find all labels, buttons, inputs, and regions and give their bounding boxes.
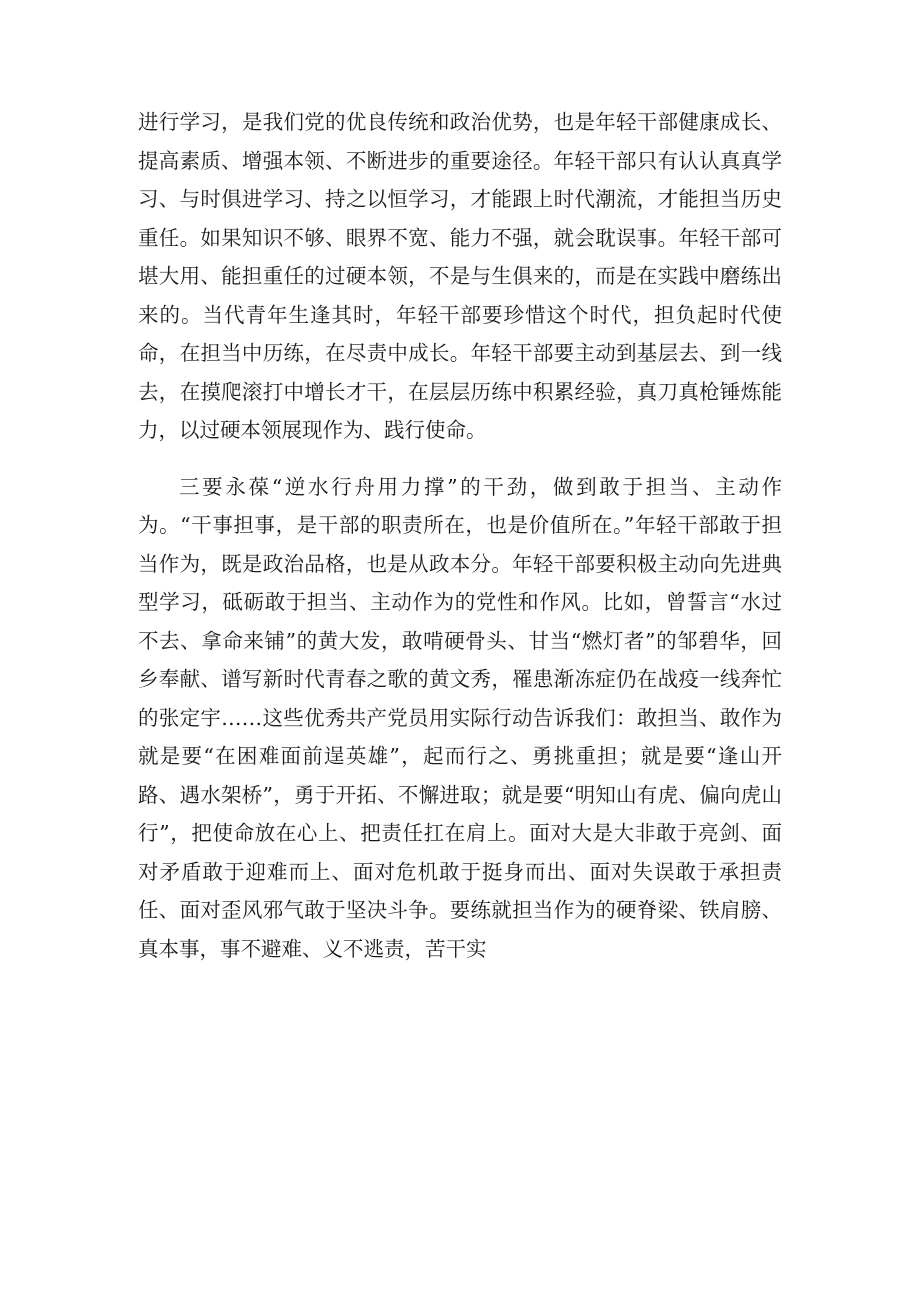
document-body bbox=[138, 103, 782, 968]
paragraph-continued-study: 进行学习，是我们党的优良传统和政治优势，也是年轻干部健康成长、提高素质、增强本领、不断进步的重要途径。年轻干部只有认认真真学习、与时俱进学习、持之以恒学习，才能跟上时代潮流，才能担当历史重任。如果知识不够、眼界不宽、能力不强，就会耽误事。年轻干部可堪大用、能担重任的过硬本领，不是与生俱来的，而是在实践中磨练出来的。当代青年生逢其时，年轻干部要珍惜这个时代，担负起时代使命，在担当中历练，在尽责中成长。年轻干部要主动到基层去、到一线去，在摸爬滚打中增长才干，在层层历练中积累经验，真刀真枪锤炼能力，以过硬本领展现作为、践行使命。 bbox=[138, 110, 782, 442]
paragraph-dare-to-take-responsibility: 三要永葆“逆水行舟用力撑”的干劲，做到敢于担当、主动作为。“干事担事，是干部的职责所在，也是价值所在。”年轻干部敢于担当作为，既是政治品格，也是从政本分。年轻干部要积极主动向先进典型学习，砥砺敢于担当、主动作为的党性和作风。比如，曾誓言“水过不去、拿命来铺”的黄大发，敢啃硬骨头、甘当“燃灯者”的邹碧华，回乡奉献、谱写新时代青春之歌的黄文秀，罹患渐冻症仍在战疫一线奔忙的张定宇……这些优秀共产党员用实际行动告诉我们：敢担当、敢作为就是要“在困难面前逞英雄”，起而行之、勇挑重担；就是要“逢山开路、遇水架桥”，勇于开拓、不懈进取；就是要“明知山有虎、偏向虎山行”，把使命放在心上、把责任扛在肩上。面对大是大非敢于亮剑、面对矛盾敢于迎难而上、面对危机敢于挺身而出、面对失误敢于承担责任、面对歪风邪气敢于坚决斗争。要练就担当作为的硬脊梁、铁肩膀、真本事，事不避难、义不逃责，苦干实 bbox=[138, 474, 782, 961]
